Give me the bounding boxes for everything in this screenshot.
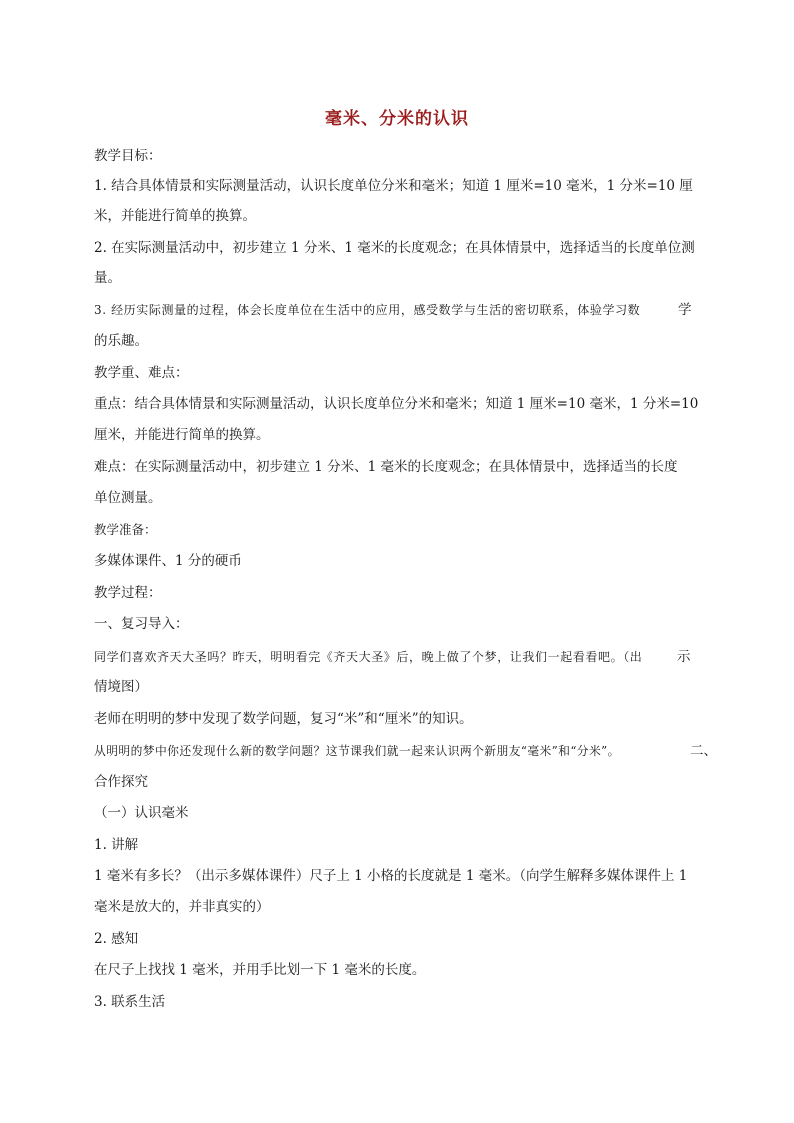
paragraph-line: 难点：在实际测量活动中，初步建立 1 分米、1 毫米的长度观念；在具体情景中，选择适当的长度 — [94, 459, 678, 475]
paragraph-line: 老师在明明的梦中发现了数学问题，复习“米”和“厘米”的知识。 — [94, 711, 473, 727]
paragraph-line: 的乐趣。 — [94, 333, 148, 349]
paragraph-line: 从明明的梦中你还发现什么新的数学问题？这节课我们就一起来认识两个新朋友“毫米”和“分米”。 — [94, 744, 620, 758]
document-title: 毫米、分米的认识 — [325, 109, 469, 129]
paragraph-line: 毫米是放大的，并非真实的） — [94, 899, 270, 915]
paragraph-line: 量。 — [94, 270, 121, 286]
paragraph-line: 重点：结合具体情景和实际测量活动，认识长度单位分米和毫米；知道 1 厘米=10 毫米，1 分米=10 — [94, 396, 699, 412]
paragraph-line: 情境图） — [94, 679, 148, 695]
section-heading-review: 一、复习导入： — [94, 616, 189, 632]
paragraph-line: 米，并能进行简单的换算。 — [94, 208, 256, 224]
step-heading: 1. 讲解 — [94, 837, 139, 853]
paragraph-line: 2. 在实际测量活动中，初步建立 1 分米、1 毫米的长度观念；在具体情景中，选择适当的长度单位测 — [94, 240, 695, 256]
paragraph-line: 多媒体课件、1 分的硬币 — [94, 553, 242, 569]
section-heading-explore: 合作探究 — [94, 774, 148, 790]
paragraph-line: 同学们喜欢齐天大圣吗？昨天，明明看完《齐天大圣》后，晚上做了个梦，让我们一起看看吧。（出 — [94, 650, 643, 664]
section-heading-preparation: 教学准备： — [94, 522, 157, 537]
section-heading-process: 教学过程： — [94, 585, 162, 601]
section-heading-objectives: 教学目标： — [94, 148, 162, 164]
section-heading-key-points: 教学重、难点： — [94, 365, 189, 381]
step-heading: 3. 联系生活 — [94, 994, 166, 1010]
paragraph-line: 厘米，并能进行简单的换算。 — [94, 427, 270, 443]
paragraph-trailing-char: 学 — [678, 302, 692, 318]
paragraph-line: 在尺子上找找 1 毫米，并用手比划一下 1 毫米的长度。 — [94, 962, 426, 978]
step-heading: 2. 感知 — [94, 931, 139, 947]
paragraph-line: 1 毫米有多长？（出示多媒体课件）尺子上 1 小格的长度就是 1 毫米。（向学生解释多媒体课件上 1 — [94, 868, 688, 884]
paragraph-line: 单位测量。 — [94, 490, 162, 506]
paragraph-trailing-char: 二、 — [690, 743, 717, 759]
paragraph-line: 3. 经历实际测量的过程，体会长度单位在生活中的应用，感受数学与生活的密切联系，体验学习数 — [94, 303, 641, 317]
subsection-heading-mm: （一）认识毫米 — [94, 805, 189, 821]
paragraph-line: 1. 结合具体情景和实际测量活动，认识长度单位分米和毫米；知道 1 厘米=10 毫米，1 分米=10 厘 — [94, 178, 693, 194]
paragraph-trailing-char: 示 — [677, 649, 691, 665]
